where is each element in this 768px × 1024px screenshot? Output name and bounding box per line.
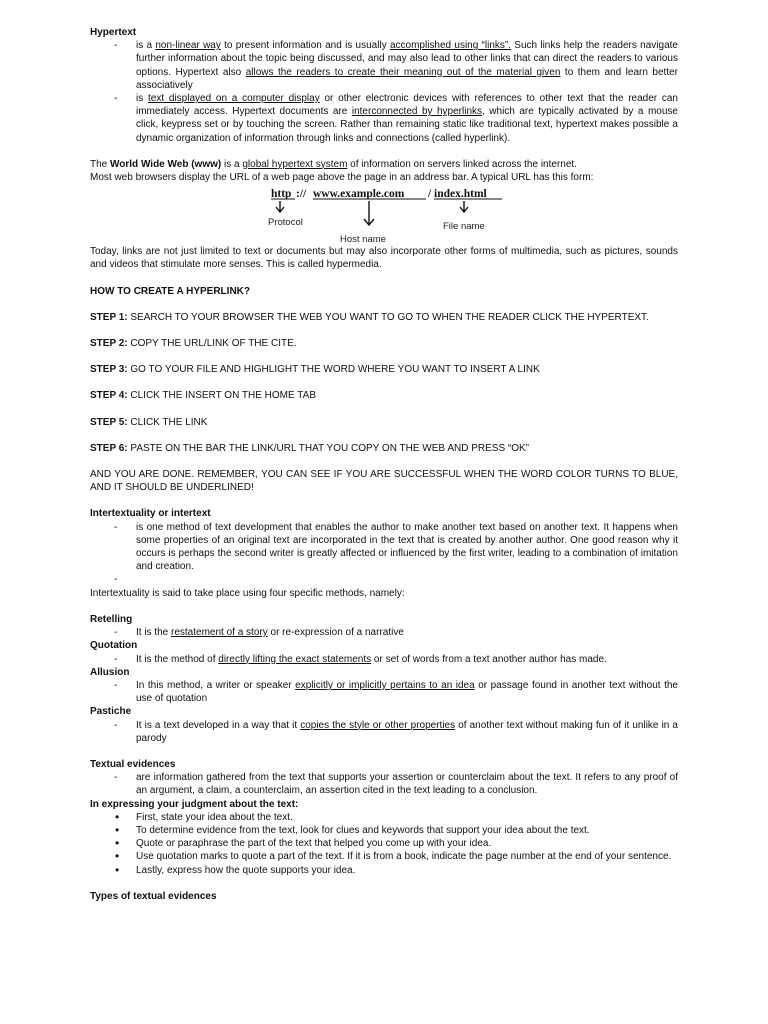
dash-marker: - xyxy=(114,627,118,639)
bullet-marker: • xyxy=(115,836,120,851)
list-item-text: It is the restatement of a story or re-expression of a narrative xyxy=(136,627,404,639)
paragraph-www: The World Wide Web (www) is a global hypertext system of information on servers linked across the internet. xyxy=(90,158,577,170)
step-5: STEP 5: CLICK THE LINK xyxy=(90,416,208,428)
paragraph-hypermedia: Today, links are not just limited to text or documents but may also incorporate other forms of multimedia, such as pictures, sounds and videos that stimulate more senses. This is called hypermedia. xyxy=(90,246,678,271)
heading-types-of-evidences: Types of textual evidences xyxy=(90,890,217,902)
heading-quotation: Quotation xyxy=(90,640,138,652)
url-diagram-graphic xyxy=(90,187,678,245)
label-host-name: Host name xyxy=(340,234,386,246)
list-item xyxy=(90,864,678,877)
list-item-text: is one method of text development that enables the author to make another text based on another text. It happens when some properties of an original text are incorporated in the text that is created by another author. One good reason why it occurs is perhaps the second writer is greatly affected or influenced by the first writer, leading to a combination of imitation and creation. xyxy=(136,521,678,573)
list-item xyxy=(90,521,678,574)
list-item-text: is text displayed on a computer display or other electronic devices with references to other text that the reader can immediately access. Hypertext documents are interconnected by hyperlinks, which are typically activated by a mouse click, keypress set or by touching the screen. Rather than remaining static like traditional text, hypertext makes possible a dynamic organization of information through links and connections (called hyperlink). xyxy=(136,93,678,144)
dash-marker: - xyxy=(114,574,118,586)
bullet-marker: • xyxy=(115,809,120,824)
step-4: STEP 4: CLICK THE INSERT ON THE HOME TAB xyxy=(90,390,316,402)
list-item-text: are information gathered from the text that supports your assertion or counterclaim about the text. It refers to any proof of an argument, a claim, a counterclaim, an assertion cited in the text leading to a conclusion. xyxy=(136,772,678,797)
section-heading-how-to: HOW TO CREATE A HYPERLINK? xyxy=(90,285,250,297)
url-separator: / xyxy=(428,188,432,201)
list-item-text: Quote or paraphrase the part of the text that helped you come up with your idea. xyxy=(136,838,492,850)
list-item xyxy=(90,679,678,705)
list-item-text: is a non-linear way to present information and is usually accomplished using “links”. Such links help the readers navigate further information about the topic being discussed, and may also lead to other links that can direct the readers to various options. Hypertext also allows the readers to create their meaning out of the material given to them and learn better associatively xyxy=(136,40,678,91)
list-item-text: To determine evidence from the text, look for clues and keywords that support your idea about the text. xyxy=(136,824,590,836)
heading-allusion: Allusion xyxy=(90,666,130,678)
dash-marker: - xyxy=(114,772,118,784)
list-item-text: Lastly, express how the quote supports your idea. xyxy=(136,864,356,876)
list-item xyxy=(90,573,678,586)
list-item-text: It is the method of directly lifting the exact statements or set of words from a text another author has made. xyxy=(136,653,607,665)
section-heading-intertext: Intertextuality or intertext xyxy=(90,508,211,520)
list-item xyxy=(90,39,678,92)
heading-judgment: In expressing your judgment about the text: xyxy=(90,798,299,810)
list-item xyxy=(90,771,678,797)
url-file: index.html xyxy=(434,188,487,201)
step-3: STEP 3: GO TO YOUR FILE AND HIGHLIGHT THE WORD WHERE YOU WANT TO INSERT A LINK xyxy=(90,364,540,376)
bullet-marker: • xyxy=(115,822,120,837)
list-item xyxy=(90,626,678,639)
dash-marker: - xyxy=(114,521,118,533)
heading-pastiche: Pastiche xyxy=(90,706,132,718)
section-heading-textual-evidences: Textual evidences xyxy=(90,758,176,770)
paragraph-url-intro: Most web browsers display the URL of a web page above the page in an address bar. A typical URL has this form: xyxy=(90,172,594,184)
url-host: www.example.com xyxy=(313,188,405,201)
paragraph-methods-intro: Intertextuality is said to take place using four specific methods, namely: xyxy=(90,587,405,599)
heading-retelling: Retelling xyxy=(90,613,133,625)
dash-marker: - xyxy=(114,679,118,691)
url-separator: :// xyxy=(296,188,307,201)
list-item xyxy=(90,719,678,745)
bullet-marker: • xyxy=(115,849,120,864)
label-protocol: Protocol xyxy=(268,217,303,229)
step-6: STEP 6: PASTE ON THE BAR THE LINK/URL THAT YOU COPY ON THE WEB AND PRESS “OK” xyxy=(90,442,529,454)
list-item xyxy=(90,653,678,666)
step-2: STEP 2: COPY THE URL/LINK OF THE CITE. xyxy=(90,338,297,350)
list-item xyxy=(90,850,678,863)
list-item-text xyxy=(136,573,678,586)
list-item-text: In this method, a writer or speaker explicitly or implicitly pertains to an idea or passage found in another text without the use of quotation xyxy=(136,679,678,705)
list-item xyxy=(90,811,678,824)
dash-marker: - xyxy=(114,93,118,105)
bullet-marker: • xyxy=(115,862,120,877)
list-item xyxy=(90,824,678,837)
url-diagram xyxy=(90,187,678,245)
url-protocol: http xyxy=(271,188,292,201)
step-1: STEP 1: SEARCH TO YOUR BROWSER THE WEB YOU WANT TO GO TO WHEN THE READER CLICK THE HYPERTEXT. xyxy=(90,311,649,323)
list-item-text: First, state your idea about the text. xyxy=(136,811,293,823)
list-item-text: It is a text developed in a way that it copies the style or other properties of another text without making fun of it unlike in a parody xyxy=(136,719,678,744)
list-item-text: Use quotation marks to quote a part of the text. If it is from a book, indicate the page number at the end of your sentence. xyxy=(136,851,672,863)
arrow-icon xyxy=(276,201,468,225)
list-item xyxy=(90,92,678,145)
dash-marker: - xyxy=(114,719,118,731)
section-heading-hypertext: Hypertext xyxy=(90,27,137,38)
paragraph-done: AND YOU ARE DONE. REMEMBER, YOU CAN SEE IF YOU ARE SUCCESSFUL WHEN THE WORD COLOR TURNS TO BLUE, AND IT SHOULD BE UNDERLINED! xyxy=(90,469,678,494)
dash-marker: - xyxy=(114,40,118,52)
label-file-name: File name xyxy=(443,221,485,233)
list-item xyxy=(90,837,678,850)
document-page xyxy=(90,26,678,903)
dash-marker: - xyxy=(114,653,118,665)
